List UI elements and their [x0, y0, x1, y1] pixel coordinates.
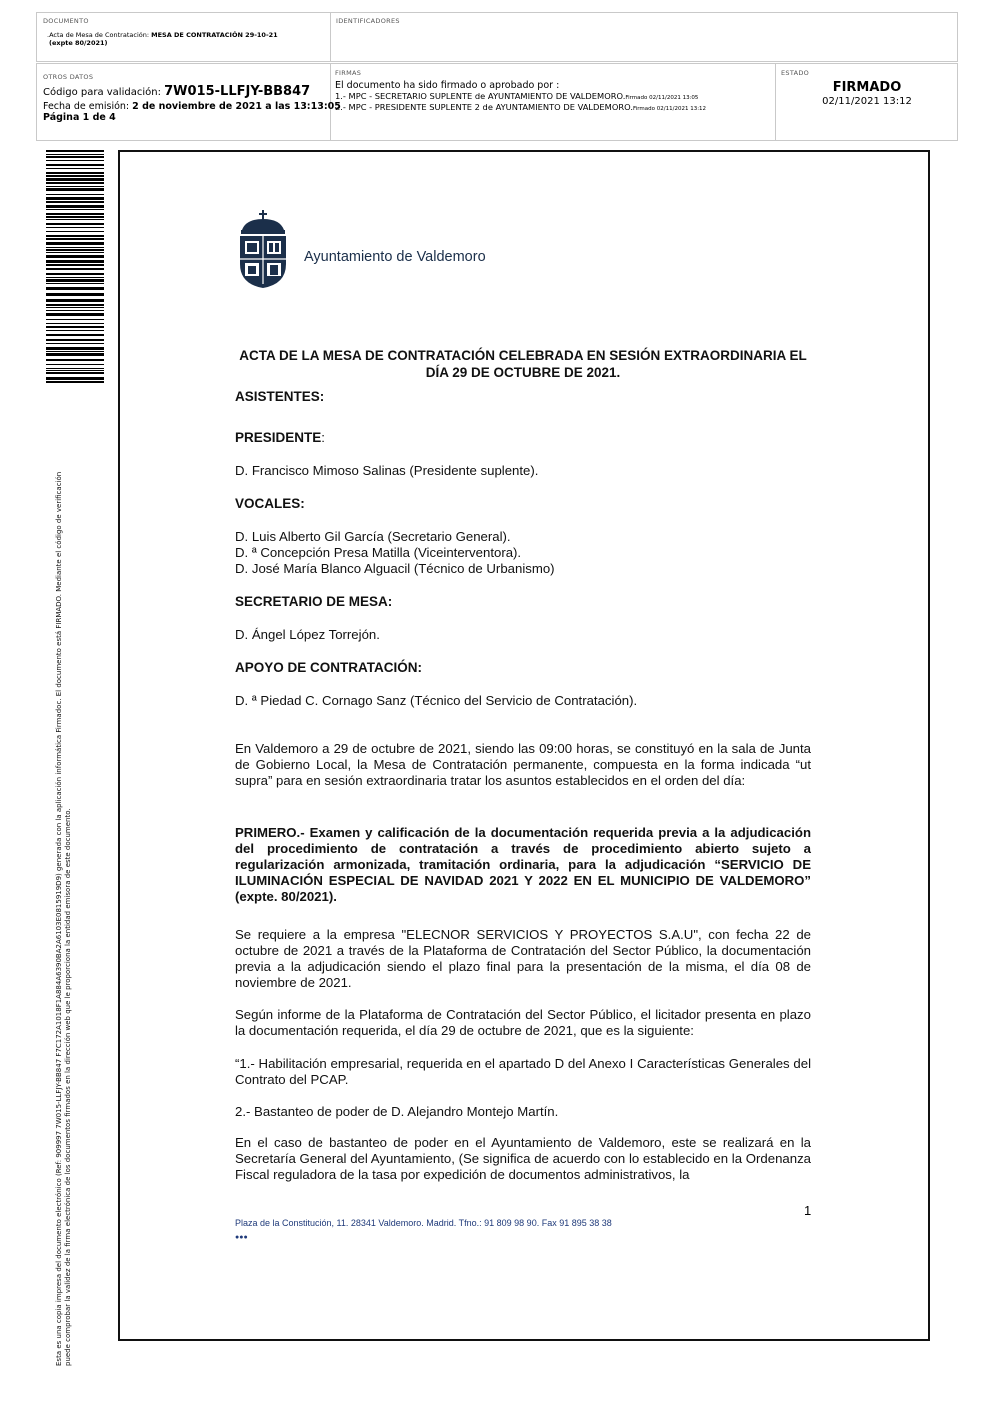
primero-paragraph — [235, 825, 811, 905]
codigo-validacion — [43, 86, 310, 98]
barcode-bar — [46, 279, 104, 282]
barcode-bar — [46, 381, 104, 383]
barcode-bar — [46, 351, 104, 352]
barcode-bar — [46, 182, 104, 184]
barcode-bar — [46, 219, 104, 220]
barcode-bar — [46, 310, 104, 311]
barcode-bar — [46, 186, 104, 187]
apoyo-name: D. ª Piedad C. Cornago Sanz (Técnico del Servicio de Contratación). — [235, 693, 638, 708]
footer-address: Plaza de la Constitución, 11. 28341 Valdemoro. Madrid. Tfno.: 91 809 98 90. Fax 91 895 38 38 — [235, 1218, 612, 1228]
barcode-bar — [46, 227, 104, 228]
documento-label: DOCUMENTO — [43, 17, 89, 25]
barcode-bar — [46, 334, 104, 336]
barcode-bar — [46, 264, 104, 266]
vocal-3: D. José María Blanco Alguacil (Técnico de Urbanismo) — [235, 561, 555, 576]
vocal-2: D. ª Concepción Presa Matilla (Viceinterventora). — [235, 545, 522, 560]
barcode-bar — [46, 287, 104, 290]
secretario-heading: SECRETARIO DE MESA: — [235, 594, 393, 609]
firma-1-text: 1.- MPC - SECRETARIO SUPLENTE de AYUNTAMIENTO DE VALDEMORO. — [335, 91, 626, 101]
title-line-2: DÍA 29 DE OCTUBRE DE 2021. — [425, 365, 621, 380]
coat-of-arms-icon — [234, 208, 292, 290]
barcode-bar — [46, 339, 104, 341]
barcode-bar — [46, 175, 104, 177]
barcode-bar — [46, 377, 104, 380]
identificadores-box — [330, 12, 958, 62]
barcode-bar — [46, 209, 104, 210]
side-text-line-1: Esta es una copia impresa del documento electrónico (Ref: 909997 7W015-LLFJY-BB847 F7C172A1018F1A884A6390BA2A6103E0815919D9) generada con la aplicación informática Firmadoc. El documento está FIRMADO. Mediante el código de verificación — [55, 471, 63, 1366]
paragraph-bastanteo: En el caso de bastanteo de poder en el Ayuntamiento de Valdemoro, este se realizará en la Secretaría General del Ayuntamiento, (Se significa de acuerdo con lo establecido en la Ordenanza Fiscal reguladora de la tasa por expedición de documentos administrativos, la — [235, 1135, 811, 1182]
vocales-heading: VOCALES: — [235, 496, 305, 511]
estado-value: FIRMADO — [832, 80, 902, 95]
presidente-heading — [235, 430, 811, 446]
barcode-bar — [46, 268, 104, 270]
barcode-bar — [46, 238, 104, 240]
org-name: Ayuntamiento de Valdemoro — [304, 249, 486, 265]
barcode-bar — [46, 277, 104, 278]
barcode-bar — [46, 330, 104, 331]
firmas-label: FIRMAS — [335, 69, 362, 77]
estado-date: 02/11/2021 13:12 — [822, 96, 912, 107]
barcode-bar — [46, 164, 104, 166]
barcode-bar — [46, 326, 104, 328]
barcode-bar — [46, 252, 104, 253]
barcode-bar — [46, 347, 104, 350]
paragraph-requerimiento: Se requiere a la empresa "ELECNOR SERVICIOS Y PROYECTOS S.A.U", con fecha 22 de octubre de 2021 a través de la Plataforma de Contratación del Sector Público, la documentación previa a la adjudicación siendo el plazo final para la presentación de la misma, el día 08 de noviembre de 2021. — [235, 927, 811, 990]
barcode-bar — [46, 343, 104, 344]
barcode-bar — [46, 188, 104, 191]
intro-paragraph: En Valdemoro a 29 de octubre de 2021, siendo las 09:00 horas, se constituyó en la sala de Junta de Gobierno Local, la Mesa de Contratación permanente, compuesta en la forma indicada “ut supra” para en sesión extraordinaria tratar los asuntos establecidos en el orden del día: — [235, 741, 811, 788]
barcode-bar — [46, 359, 104, 361]
barcode-bar — [46, 150, 104, 152]
barcode-bar — [46, 172, 104, 174]
vocal-1: D. Luis Alberto Gil García (Secretario General). — [235, 529, 511, 544]
barcode-bar — [46, 323, 104, 324]
barcode-bar — [46, 249, 104, 251]
fecha-label: Fecha de emisión: — [43, 101, 133, 112]
barcode-bar — [46, 364, 104, 365]
barcode-bar — [46, 313, 104, 316]
page-number: 1 — [804, 1203, 812, 1218]
pagina-indicator: Página 1 de 4 — [43, 112, 116, 123]
paragraph-informe: Según informe de la Plataforma de Contratación del Sector Público, el licitador presenta en plazo la documentación requerida, el día 29 de octubre de 2021, que es la siguiente: — [235, 1007, 811, 1038]
apoyo-heading: APOYO DE CONTRATACIÓN: — [235, 660, 422, 675]
identificadores-label: IDENTIFICADORES — [336, 17, 400, 25]
barcode-bar — [46, 154, 104, 155]
barcode-bar — [46, 372, 104, 374]
barcode-bar — [46, 205, 104, 208]
barcode-bar — [46, 260, 104, 263]
barcode-bar — [46, 160, 104, 161]
codigo-value: 7W015-LLFJY-BB847 — [164, 84, 311, 99]
barcode-bar — [46, 304, 104, 306]
barcode-bar — [46, 242, 104, 245]
firma-2 — [335, 102, 706, 115]
side-text-line-2: puede comprobar la validez de la firma electrónica de los documentos firmados en la dirección web que le proporciona la entidad emisora de este documento. — [63, 808, 72, 1366]
fecha-emision — [43, 101, 341, 112]
documento-name — [47, 31, 278, 47]
barcode-bar — [46, 197, 104, 200]
footer-dots: ●●● — [235, 1234, 248, 1241]
barcode-bar — [46, 231, 104, 232]
title-line-1: ACTA DE LA MESA DE CONTRATACIÓN CELEBRADA EN SESIÓN EXTRAORDINARIA EL — [239, 348, 807, 363]
barcode-bar — [46, 293, 104, 296]
otros-datos-label: OTROS DATOS — [43, 73, 94, 81]
firma-1-date: Firmado 02/11/2021 13:05 — [625, 95, 699, 101]
presidente-name: D. Francisco Mimoso Salinas (Presidente suplente). — [235, 463, 539, 478]
asistentes-heading: ASISTENTES: — [235, 389, 325, 404]
barcode-bar — [46, 156, 104, 158]
list-item-2: 2.- Bastanteo de poder de D. Alejandro Montejo Martín. — [235, 1104, 559, 1119]
barcode-bar — [46, 283, 104, 284]
barcode-bar — [46, 213, 104, 215]
secretario-name: D. Ángel López Torrejón. — [235, 627, 380, 642]
list-item-1: “1.- Habilitación empresarial, requerida en el apartado D del Anexo I Características Generales del Contrato del PCAP. — [235, 1056, 811, 1087]
firmas-intro: El documento ha sido firmado o aprobado por : — [335, 80, 560, 91]
barcode-bar — [46, 201, 104, 203]
barcode-bar — [46, 307, 104, 308]
barcode-bar — [46, 255, 104, 258]
document-title — [235, 347, 811, 381]
presidente-label: PRESIDENTE — [235, 430, 322, 445]
documento-title: MESA DE CONTRATACIÓN 29-10-21 — [151, 31, 278, 39]
barcode-bar — [46, 168, 104, 169]
barcode-bar — [46, 368, 104, 369]
codigo-label: Código para validación: — [43, 87, 165, 98]
firma-2-text: 2.- MPC - PRESIDENTE SUPLENTE 2 de AYUNTAMIENTO DE VALDEMORO. — [335, 102, 633, 112]
fecha-value: 2 de noviembre de 2021 a las 13:13:05 — [132, 101, 341, 112]
barcode — [46, 150, 104, 384]
barcode-bar — [46, 235, 104, 237]
barcode-bar — [46, 370, 104, 371]
barcode-bar — [46, 319, 104, 320]
documento-title-2: (expte 80/2021) — [49, 39, 108, 47]
documento-prefix: .Acta de Mesa de Contratación: — [47, 31, 152, 39]
barcode-bar — [46, 194, 104, 195]
barcode-bar — [46, 247, 104, 248]
barcode-bar — [46, 353, 104, 356]
firma-2-date: Firmado 02/11/2021 13:12 — [632, 106, 707, 112]
presidente-colon: : — [321, 430, 325, 445]
barcode-bar — [46, 273, 104, 275]
estado-label: ESTADO — [781, 69, 810, 77]
barcode-bar — [46, 216, 104, 218]
side-verification-text — [55, 391, 72, 1366]
barcode-bar — [46, 223, 104, 225]
primero-prefix: PRIMERO.- — [235, 825, 305, 840]
barcode-bar — [46, 178, 104, 181]
primero-text: Examen y calificación de la documentación requerida previa a la adjudicación del procedimiento de contratación a través de procedimiento abierto sujeto a regularización armonizada, tramitación ordinaria, para la adjudicación “SERVICIO DE ILUMINACIÓN ESPECIAL DE NAVIDAD 2021 Y 2022 EN EL MUNICIPIO DE VALDEMORO” (expte. 80/2021). — [235, 825, 811, 904]
barcode-bar — [46, 299, 104, 302]
